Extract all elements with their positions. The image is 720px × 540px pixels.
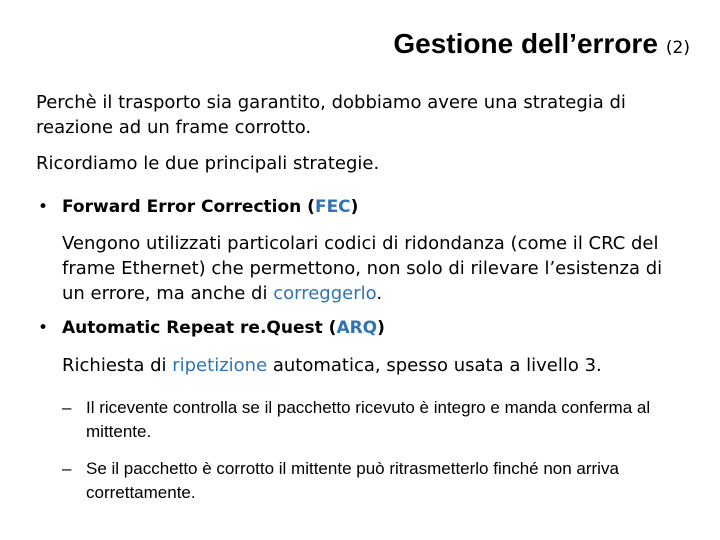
- recall-paragraph: Ricordiamo le due principali strategie.: [36, 153, 380, 174]
- arq-desc-highlight: ripetizione: [172, 355, 268, 376]
- fec-acronym: FEC: [314, 197, 351, 217]
- arq-desc-before: Richiesta di: [62, 355, 173, 376]
- arq-point-text: Se il pacchetto è corrotto il mittente può ritrasmetterlo finché non arriva correttamente.: [86, 459, 619, 502]
- fec-desc-before: Vengono utilizzati particolari codici di ridondanza (come il CRC del frame Ethernet) che permettono, non solo di rilevare l’esistenza di un errore, ma anche di: [62, 233, 663, 304]
- bullet-arq: [38, 318, 385, 338]
- arq-name-after: ): [377, 318, 385, 338]
- arq-point-text: Il ricevente controlla se il pacchetto ricevuto è integro e manda conferma al mittente.: [86, 398, 651, 441]
- fec-desc-highlight: correggerlo: [273, 283, 377, 304]
- bullet-marker: •: [38, 318, 49, 338]
- slide-title-text: Gestione dell’errore: [393, 28, 658, 59]
- arq-point: [62, 396, 682, 444]
- arq-desc-after: automatica, spesso usata a livello 3.: [267, 355, 602, 376]
- slide-number: (2): [665, 38, 690, 58]
- slide-title: [393, 28, 690, 60]
- bullet-fec: [38, 197, 358, 217]
- dash-marker: –: [62, 459, 72, 478]
- arq-point: [62, 457, 682, 505]
- fec-description: [62, 231, 682, 306]
- intro-paragraph: Perchè il trasporto sia garantito, dobbiamo avere una strategia di reazione ad un frame corrotto.: [36, 92, 626, 138]
- fec-desc-after: .: [376, 283, 383, 304]
- dash-marker: –: [62, 398, 72, 417]
- fec-name-before: Forward Error Correction (: [62, 197, 315, 217]
- arq-description: [62, 353, 682, 378]
- fec-name-after: ): [350, 197, 359, 217]
- arq-name-before: Automatic Repeat re.Quest (: [62, 318, 337, 338]
- arq-acronym: ARQ: [336, 318, 378, 338]
- bullet-marker: •: [38, 197, 49, 217]
